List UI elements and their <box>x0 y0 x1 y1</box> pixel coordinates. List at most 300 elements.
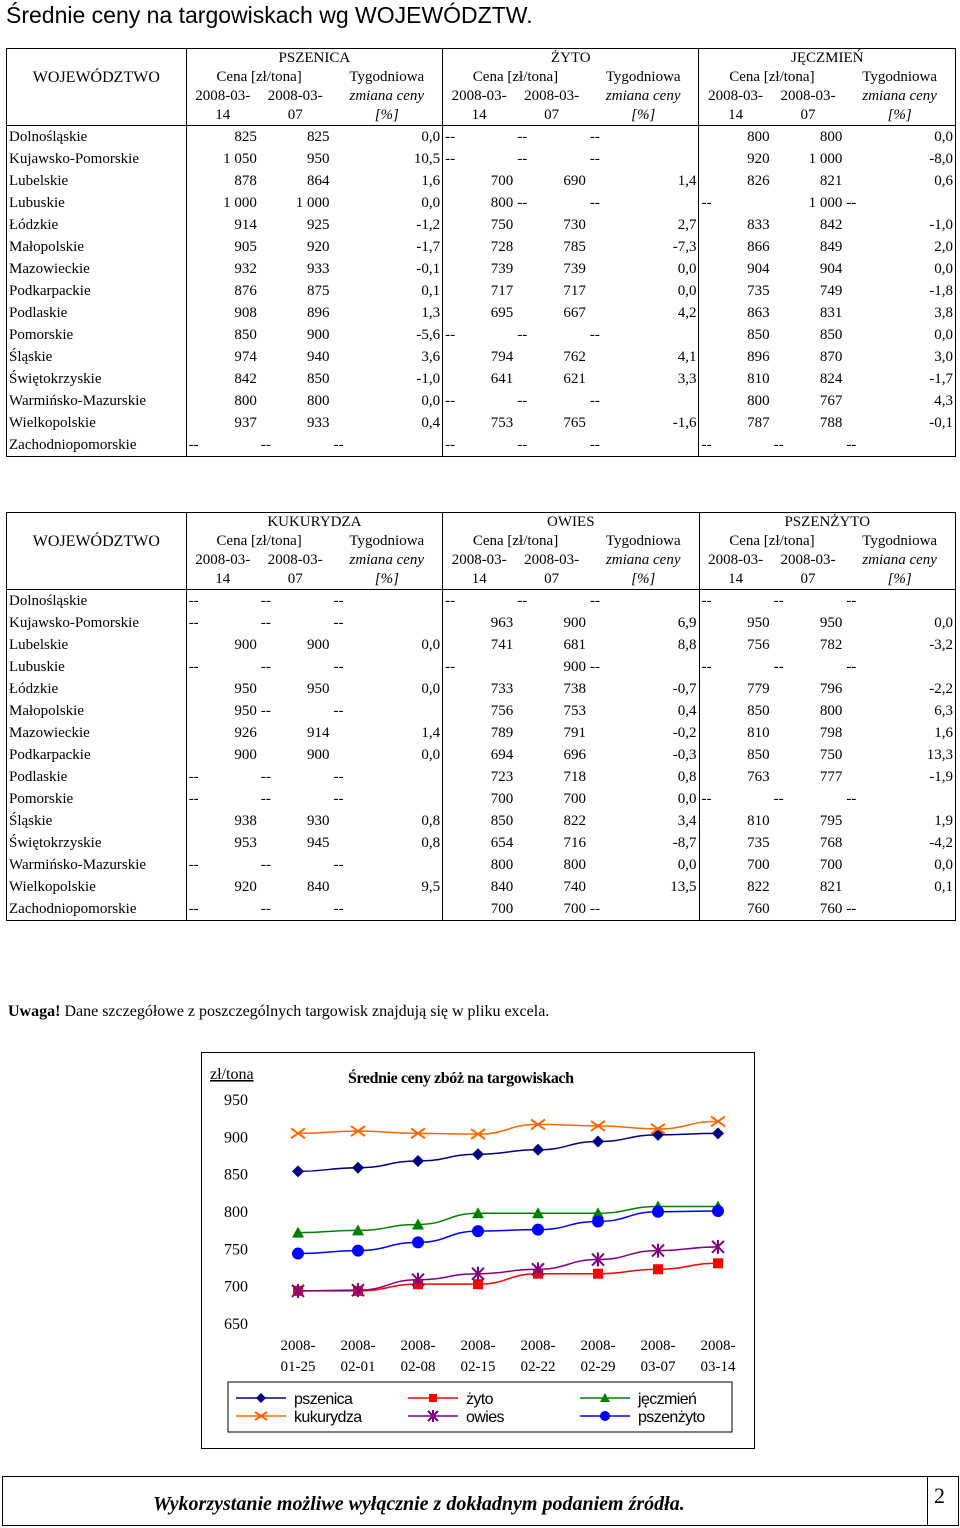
group-header: ŻYTO <box>443 49 699 69</box>
table-cell: -- <box>186 788 259 810</box>
table-cell: 833 <box>699 214 772 236</box>
table-cell: -8,7 <box>672 835 697 851</box>
table-cell: 700 <box>819 857 843 873</box>
table-cell: -- <box>589 195 600 211</box>
table-cell: -- <box>846 195 857 211</box>
table-cell: 810 <box>699 722 772 744</box>
region-name: Dolnośląskie <box>9 129 88 145</box>
table-cell: 2,7 <box>677 217 697 233</box>
table-cell: 850 <box>699 700 772 722</box>
table-row <box>7 148 956 170</box>
x-tick-label: 2008- <box>640 1338 676 1354</box>
table-row <box>7 590 956 613</box>
table-cell: 963 <box>443 612 516 634</box>
table-row <box>7 766 956 788</box>
table-cell: -- <box>443 390 516 412</box>
table-cell: 824 <box>819 371 843 387</box>
table-row <box>7 700 956 722</box>
table-cell: -- <box>846 901 857 917</box>
table-cell: 0,0 <box>421 195 441 211</box>
table-cell: -- <box>517 151 528 167</box>
table-cell: -- <box>186 612 259 634</box>
legend-label: pszenżyto <box>638 1409 705 1426</box>
data-point <box>713 1258 723 1268</box>
data-point <box>352 1245 364 1257</box>
table-cell: 950 <box>819 615 843 631</box>
table-cell: 791 <box>563 725 586 741</box>
table-cell: 974 <box>186 346 259 368</box>
region-name: Świętokrzyskie <box>9 835 102 851</box>
table-row <box>7 324 956 346</box>
y-tick-label: 900 <box>224 1129 248 1147</box>
table-cell: 740 <box>563 879 586 895</box>
table-cell: -5,6 <box>416 327 441 343</box>
table-cell: 800 <box>819 703 843 719</box>
table-cell: 788 <box>819 415 843 431</box>
table-cell: 842 <box>819 217 843 233</box>
date-header: 14 <box>699 106 772 126</box>
region-name: Wielkopolskie <box>9 879 96 895</box>
table-row <box>7 434 956 457</box>
table-cell: 840 <box>307 879 330 895</box>
table-cell: 0,0 <box>421 129 441 145</box>
table-row <box>7 722 956 744</box>
date-header: 2008-03- <box>443 551 516 570</box>
table-cell: 932 <box>186 258 259 280</box>
date-header: 2008-03- <box>524 88 580 104</box>
x-tick-label: 03-07 <box>640 1359 676 1375</box>
x-tick-label: 2008- <box>520 1338 556 1354</box>
chart-title: Średnie ceny zbóż na targowiskach <box>348 1070 574 1087</box>
region-name: Łódzkie <box>9 681 59 697</box>
table-cell: 842 <box>186 368 259 390</box>
table-cell: -1,0 <box>929 217 953 233</box>
table-cell: 821 <box>819 173 843 189</box>
x-tick-label: 02-01 <box>340 1359 376 1375</box>
table-cell: 849 <box>819 239 843 255</box>
table-cell: 0,1 <box>421 283 441 299</box>
table-cell: 749 <box>819 283 843 299</box>
weekly-header: Tygodniowa <box>349 533 425 549</box>
date-header: 2008-03- <box>186 551 259 570</box>
change-header: zmiana ceny <box>349 88 425 104</box>
table-cell: 800 <box>307 393 330 409</box>
table-cell: 768 <box>819 835 843 851</box>
table-cell: 940 <box>307 349 330 365</box>
table-row <box>7 876 956 898</box>
table-cell: 925 <box>307 217 330 233</box>
table-cell: -- <box>517 129 528 145</box>
region-name: Śląskie <box>9 349 53 365</box>
change-unit: [%] <box>588 570 699 590</box>
table-cell: 723 <box>443 766 516 788</box>
table-cell: 900 <box>307 327 330 343</box>
table-cell: 798 <box>819 725 843 741</box>
legend-label: kukurydza <box>294 1409 362 1426</box>
table-cell: 3,6 <box>421 349 441 365</box>
table-cell: -0,7 <box>672 681 697 697</box>
table-cell: 900 <box>186 744 259 766</box>
price-header: Cena [zł/tona] <box>186 532 331 551</box>
table-cell: 1,3 <box>421 305 441 321</box>
table-cell: -0,3 <box>672 747 697 763</box>
date-header: 2008-03- <box>699 87 772 106</box>
table-cell: 1 000 <box>808 195 843 211</box>
table-cell: 0,0 <box>421 747 441 763</box>
table-cell: 739 <box>443 258 516 280</box>
price-table-1 <box>6 48 956 457</box>
table-cell: 762 <box>563 349 586 365</box>
data-point <box>653 1264 663 1274</box>
table-cell: -- <box>517 437 528 453</box>
date-header: 2008-03- <box>780 552 836 568</box>
table-row <box>7 898 956 921</box>
table-cell: 735 <box>699 280 772 302</box>
table-cell: 920 <box>699 148 772 170</box>
table-cell: 920 <box>307 239 330 255</box>
table-cell: -- <box>699 192 772 214</box>
region-name: Zachodniopomorskie <box>9 901 137 917</box>
region-name: Dolnośląskie <box>9 593 88 609</box>
table-cell: 777 <box>819 769 843 785</box>
group-header: JĘCZMIEŃ <box>699 49 956 69</box>
table-cell: 904 <box>819 261 843 277</box>
table-cell: 789 <box>443 722 516 744</box>
table-row <box>7 126 956 149</box>
region-name: Śląskie <box>9 813 53 829</box>
table-cell: 4,2 <box>677 305 697 321</box>
table-cell: 738 <box>563 681 586 697</box>
table-cell: 840 <box>443 876 516 898</box>
table-cell: 0,0 <box>934 857 953 873</box>
change-header: zmiana ceny <box>862 88 937 104</box>
group-header: OWIES <box>443 513 699 533</box>
table-cell: -- <box>773 593 784 609</box>
table-cell: 787 <box>699 412 772 434</box>
date-header: 14 <box>443 570 516 590</box>
table-cell: 795 <box>819 813 843 829</box>
table-cell: -- <box>443 324 516 346</box>
table-cell: -- <box>589 593 600 609</box>
table-cell: -- <box>333 703 344 719</box>
table-cell: 1 000 <box>186 192 259 214</box>
table-cell: 756 <box>699 634 772 656</box>
table-cell: -- <box>773 659 784 675</box>
table-cell: 717 <box>443 280 516 302</box>
table-cell: -- <box>846 437 857 453</box>
table-cell: 10,5 <box>413 151 441 167</box>
table-cell: -- <box>699 788 772 810</box>
table-cell: -- <box>260 791 271 807</box>
table-cell: 0,0 <box>934 261 953 277</box>
table-cell: 3,3 <box>677 371 697 387</box>
table-row <box>7 744 956 766</box>
region-name: Pomorskie <box>9 327 74 343</box>
region-name: Lubelskie <box>9 637 69 653</box>
table-cell: -- <box>589 393 600 409</box>
table-cell: 750 <box>819 747 843 763</box>
table-cell: -- <box>589 437 600 453</box>
table-cell: -- <box>333 857 344 873</box>
table-cell: -7,3 <box>672 239 697 255</box>
table-cell: -- <box>589 659 600 675</box>
date-header: 07 <box>515 106 588 126</box>
region-name: Podlaskie <box>9 305 68 321</box>
legend-label: żyto <box>466 1391 493 1408</box>
table-cell: -- <box>517 327 528 343</box>
y-axis-label: zł/tona <box>210 1066 254 1083</box>
change-unit: [%] <box>332 570 443 590</box>
table-cell: -1,6 <box>672 415 697 431</box>
table-cell: 765 <box>563 415 586 431</box>
table-cell: 13,3 <box>926 747 953 763</box>
table-cell: 700 <box>443 788 516 810</box>
table-cell: 953 <box>186 832 259 854</box>
table-cell: 0,6 <box>934 173 953 189</box>
table-cell: 700 <box>563 791 586 807</box>
table-cell: 6,9 <box>677 615 697 631</box>
x-tick-label: 2008- <box>580 1338 616 1354</box>
x-tick-label: 02-08 <box>400 1359 436 1375</box>
y-tick-label: 950 <box>224 1092 248 1109</box>
table-row <box>7 390 956 412</box>
table-cell: 822 <box>563 813 586 829</box>
region-name: Małopolskie <box>9 239 84 255</box>
date-header: 2008-03- <box>267 88 323 104</box>
table-cell: 0,8 <box>421 835 441 851</box>
data-point <box>712 1127 724 1139</box>
weekly-header: Tygodniowa <box>605 533 681 549</box>
table-cell: 926 <box>186 722 259 744</box>
table-cell: -- <box>333 593 344 609</box>
date-header: 07 <box>259 570 332 590</box>
table-row <box>7 214 956 236</box>
table-cell: 904 <box>699 258 772 280</box>
table-cell: -- <box>517 593 528 609</box>
data-point <box>593 1269 603 1279</box>
table-cell: 822 <box>699 876 772 898</box>
table-cell: 850 <box>699 324 772 346</box>
region-name: Pomorskie <box>9 791 74 807</box>
table-cell: 3,0 <box>934 349 953 365</box>
legend-label: pszenica <box>294 1391 353 1408</box>
page-title: Średnie ceny na targowiskach wg WOJEWÓDZTW. <box>6 2 533 28</box>
price-header: Cena [zł/tona] <box>186 68 331 87</box>
data-point <box>532 1144 544 1156</box>
table-cell: -- <box>333 615 344 631</box>
region-name: Małopolskie <box>9 703 84 719</box>
table-cell: -- <box>260 593 271 609</box>
table-cell: 850 <box>186 324 259 346</box>
table-cell: 700 <box>699 854 772 876</box>
table-cell: 735 <box>699 832 772 854</box>
table-cell: 930 <box>307 813 330 829</box>
table-cell: 878 <box>186 170 259 192</box>
region-name: Łódzkie <box>9 217 59 233</box>
table-cell: 796 <box>819 681 843 697</box>
table-cell: 821 <box>819 879 843 895</box>
table-row <box>7 810 956 832</box>
table-cell: 756 <box>443 700 516 722</box>
table-cell: 800 <box>186 390 259 412</box>
region-header: WOJEWÓDZTWO <box>32 533 160 550</box>
page-number-box <box>928 1476 959 1526</box>
table-cell: -- <box>699 434 772 457</box>
table-cell: -- <box>333 769 344 785</box>
region-name: Wielkopolskie <box>9 415 96 431</box>
table-cell: 696 <box>563 747 586 763</box>
region-header: WOJEWÓDZTWO <box>32 69 160 86</box>
table-cell: -- <box>333 437 344 453</box>
weekly-header: Tygodniowa <box>605 69 681 85</box>
table-cell: -0,1 <box>416 261 441 277</box>
table-cell: 9,5 <box>421 879 441 895</box>
table-cell: -- <box>846 593 857 609</box>
region-name: Podkarpackie <box>9 747 91 763</box>
footer-text: Wykorzystanie możliwe wyłącznie z dokładnym podaniem źródła. <box>153 1493 685 1515</box>
table-row <box>7 258 956 280</box>
change-unit: [%] <box>588 106 699 126</box>
x-tick-label: 2008- <box>340 1338 376 1354</box>
table-cell: 8,8 <box>677 637 697 653</box>
table-cell: -- <box>517 195 528 211</box>
x-tick-label: 2008- <box>400 1338 436 1354</box>
y-tick-label: 850 <box>224 1166 248 1184</box>
table-cell: 875 <box>307 283 330 299</box>
price-header: Cena [zł/tona] <box>443 68 588 87</box>
table-cell: 826 <box>699 170 772 192</box>
table-cell: 950 <box>307 681 330 697</box>
table-cell: 760 <box>819 901 843 917</box>
table-cell: 831 <box>819 305 843 321</box>
data-point <box>472 1148 484 1160</box>
table-cell: 1,4 <box>677 173 697 189</box>
table-cell: 0,0 <box>934 129 953 145</box>
table-cell: -- <box>186 434 259 457</box>
table-row <box>7 412 956 434</box>
note-text: Dane szczegółowe z poszczególnych targowisk znajdują się w pliku excela. <box>60 1003 550 1020</box>
table-cell: 730 <box>563 217 586 233</box>
table-cell: 3,4 <box>677 813 697 829</box>
data-point <box>472 1225 484 1237</box>
table-cell: 1,4 <box>421 725 441 741</box>
weekly-header: Tygodniowa <box>862 533 938 549</box>
table-row <box>7 236 956 258</box>
note-bold: Uwaga! <box>8 1003 61 1020</box>
table-cell: 900 <box>563 659 586 675</box>
table-cell: 700 <box>443 898 516 921</box>
date-header: 14 <box>443 106 516 126</box>
table-cell: -- <box>333 901 344 917</box>
table-cell: -- <box>186 656 259 678</box>
table-row <box>7 280 956 302</box>
change-unit: [%] <box>844 570 955 590</box>
table-row <box>7 634 956 656</box>
table-row <box>7 170 956 192</box>
table-cell: 933 <box>307 261 330 277</box>
region-name: Warmińsko-Mazurskie <box>9 857 147 873</box>
table-cell: -- <box>443 148 516 170</box>
data-point <box>592 1136 604 1148</box>
table-cell: 810 <box>699 810 772 832</box>
table-cell: -- <box>773 791 784 807</box>
group-header: KUKURYDZA <box>186 513 442 533</box>
table-cell: -4,2 <box>929 835 953 851</box>
region-name: Lubelskie <box>9 173 69 189</box>
table-cell: 0,4 <box>677 703 697 719</box>
table-cell: -- <box>186 898 259 921</box>
table-cell: 1 000 <box>808 151 843 167</box>
date-header: 14 <box>699 570 772 590</box>
table-cell: -- <box>333 791 344 807</box>
table-cell: 794 <box>443 346 516 368</box>
table-cell: 4,1 <box>677 349 697 365</box>
table-cell: -- <box>589 901 600 917</box>
table-cell: -- <box>846 659 857 675</box>
table-cell: 850 <box>699 744 772 766</box>
date-header: 2008-03- <box>780 88 836 104</box>
table-cell: 0,0 <box>677 261 697 277</box>
table-cell: 641 <box>443 368 516 390</box>
date-header: 2008-03- <box>443 87 516 106</box>
table-cell: 0,0 <box>677 283 697 299</box>
data-point <box>712 1205 724 1217</box>
table-cell: -- <box>186 766 259 788</box>
y-tick-label: 700 <box>224 1278 248 1296</box>
table-cell: 900 <box>186 634 259 656</box>
date-header: 07 <box>772 570 845 590</box>
table-cell: 800 <box>699 390 772 412</box>
table-cell: -- <box>589 129 600 145</box>
table-cell: 950 <box>699 612 772 634</box>
table-cell: 914 <box>307 725 330 741</box>
data-point <box>600 1411 610 1421</box>
table-cell: 6,3 <box>934 703 953 719</box>
table-cell: -8,0 <box>929 151 953 167</box>
table-cell: 950 <box>186 700 259 722</box>
table-cell: 825 <box>186 126 259 149</box>
table-cell: -0,2 <box>672 725 697 741</box>
table-cell: -- <box>589 151 600 167</box>
table-cell: -1,9 <box>929 769 953 785</box>
table-cell: 0,1 <box>934 879 953 895</box>
table-cell: 800 <box>443 854 516 876</box>
table-row <box>7 656 956 678</box>
table-cell: 1,6 <box>934 725 953 741</box>
date-header: 2008-03- <box>524 552 580 568</box>
table-cell: -- <box>699 656 772 678</box>
table-cell: 728 <box>443 236 516 258</box>
table-row <box>7 612 956 634</box>
x-tick-label: 2008- <box>700 1338 736 1354</box>
table-cell: 695 <box>443 302 516 324</box>
page-number: 2 <box>934 1483 945 1508</box>
table-cell: 0,0 <box>677 791 697 807</box>
table-cell: -- <box>846 791 857 807</box>
table-cell: 905 <box>186 236 259 258</box>
table-cell: 937 <box>186 412 259 434</box>
table-cell: 13,5 <box>670 879 697 895</box>
data-point <box>532 1224 544 1236</box>
region-name: Lubuskie <box>9 659 65 675</box>
table-cell: 1,6 <box>421 173 441 189</box>
change-unit: [%] <box>844 106 955 126</box>
table-cell: 750 <box>443 214 516 236</box>
table-cell: -- <box>589 327 600 343</box>
table-cell: 763 <box>699 766 772 788</box>
region-name: Warmińsko-Mazurskie <box>9 393 147 409</box>
x-tick-label: 02-15 <box>460 1359 496 1375</box>
